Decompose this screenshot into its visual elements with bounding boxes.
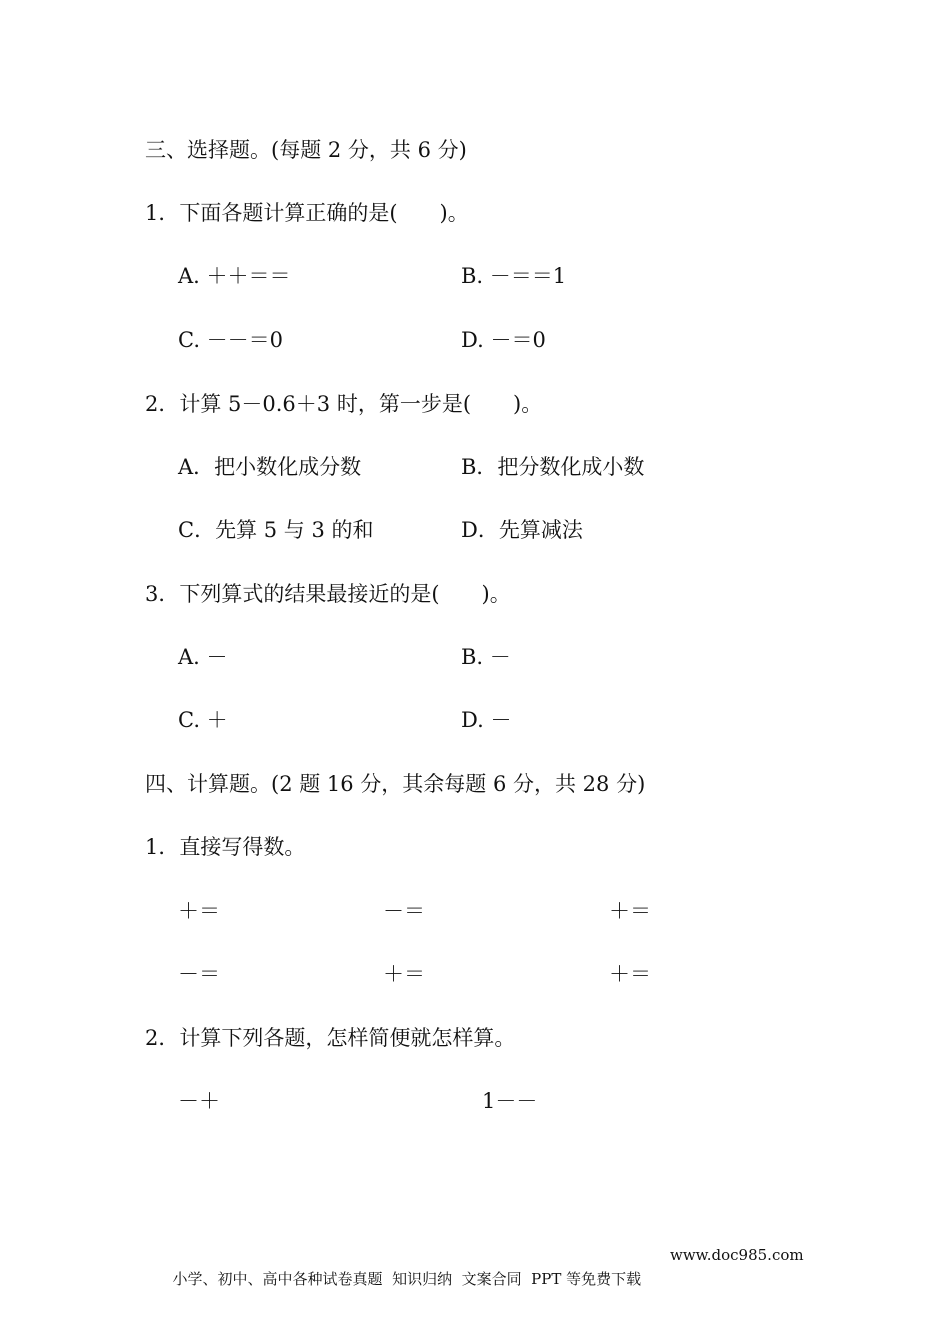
mental-math-item: ＋＝ [178, 899, 220, 923]
page-footer [163, 1243, 804, 1315]
question-3-1-stem: 1．下面各题计算正确的是( )。 [145, 201, 469, 225]
question-4-1-stem: 1．直接写得数。 [145, 835, 306, 859]
question-3-1-option-d: D. －＝0 [461, 328, 546, 352]
question-3-3-option-c: C. ＋ [178, 708, 228, 732]
question-3-1-option-c: C. －－＝0 [178, 328, 284, 352]
section-3-heading: 三、选择题。(每题 2 分，共 6 分) [145, 138, 467, 162]
question-3-2-stem: 2．计算 5－0.6＋3 时，第一步是( )。 [145, 392, 543, 416]
section-4-heading: 四、计算题。(2 题 16 分，其余每题 6 分，共 28 分) [145, 772, 646, 796]
calculation-item: 1－－ [482, 1089, 538, 1113]
question-3-2-option-a: A．把小数化成分数 [178, 455, 362, 479]
footer-website: www.doc985.com [670, 1246, 804, 1264]
mental-math-item: ＋＝ [383, 962, 425, 986]
mental-math-item: ＋＝ [609, 962, 651, 986]
calculation-item: －＋ [178, 1089, 220, 1113]
mental-math-item: ＋＝ [609, 899, 651, 923]
question-3-2-option-b: B．把分数化成小数 [461, 455, 645, 479]
mental-math-item: －＝ [383, 899, 425, 923]
question-3-2-option-c: C．先算 5 与 3 的和 [178, 518, 374, 542]
question-4-2-stem: 2．计算下列各题，怎样简便就怎样算。 [145, 1026, 516, 1050]
footer-text: 小学、初中、高中各种试卷真题 知识归纳 文案合同 PPT 等免费下载 [172, 1270, 642, 1288]
question-3-1-option-b: B. －＝＝1 [461, 264, 567, 288]
question-3-3-stem: 3．下列算式的结果最接近的是( )。 [145, 582, 511, 606]
question-3-3-option-d: D. － [461, 708, 512, 732]
question-3-1-option-a: A. ＋＋＝＝ [178, 264, 291, 288]
question-3-2-option-d: D．先算减法 [461, 518, 583, 542]
question-3-3-option-b: B. － [461, 645, 511, 669]
question-3-3-option-a: A. － [178, 645, 228, 669]
mental-math-item: －＝ [178, 962, 220, 986]
